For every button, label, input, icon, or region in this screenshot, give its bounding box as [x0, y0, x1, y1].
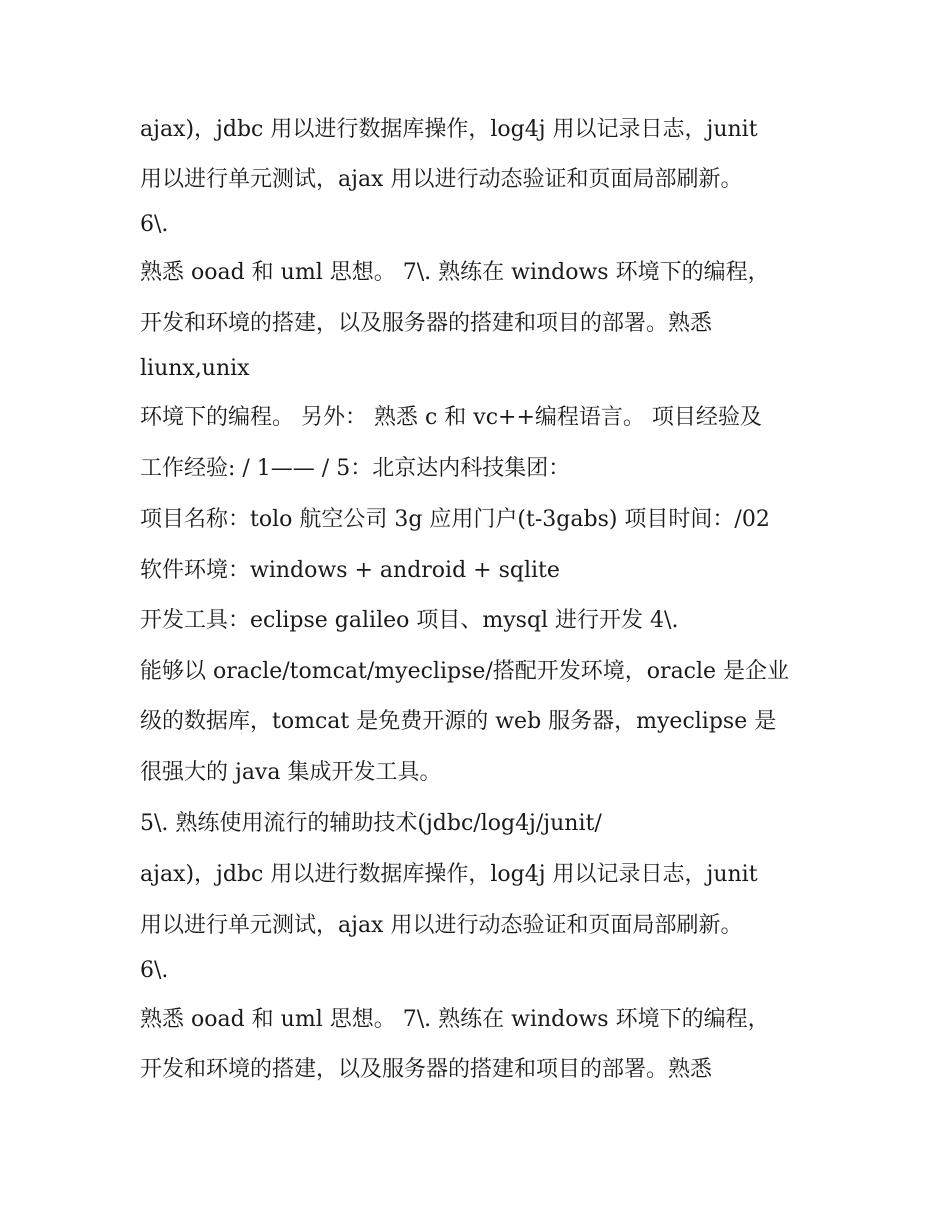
text-line: 很强大的 java 集成开发工具。 [140, 760, 442, 785]
text-line: ajax)，jdbc 用以进行数据库操作，log4j 用以记录日志，junit [140, 117, 758, 142]
text-line: 用以进行单元测试，ajax 用以进行动态验证和页面局部刷新。 [140, 167, 743, 192]
text-line: 软件环境：windows + android + sqlite [140, 558, 560, 583]
text-line: 项目名称：tolo 航空公司 3g 应用门户(t-3gabs) 项目时间：/02 [140, 507, 770, 532]
text-line: 开发工具：eclipse galileo 项目、mysql 进行开发 4\. [140, 608, 679, 633]
text-line: 6\. [140, 958, 169, 983]
text-line: ajax)，jdbc 用以进行数据库操作，log4j 用以记录日志，junit [140, 862, 758, 887]
text-line: liunx,unix [140, 356, 250, 381]
text-line: 开发和环境的搭建，以及服务器的搭建和项目的部署。熟悉 [140, 1057, 713, 1082]
text-line: 熟悉 ooad 和 uml 思想。 7\. 熟练在 windows 环境下的编程， [140, 260, 770, 285]
text-line: 6\. [140, 212, 169, 237]
text-line: 开发和环境的搭建，以及服务器的搭建和项目的部署。熟悉 [140, 311, 713, 336]
text-line: 能够以 oracle/tomcat/myeclipse/搭配开发环境，oracle 是企业 [140, 659, 790, 684]
text-line: 熟悉 ooad 和 uml 思想。 7\. 熟练在 windows 环境下的编程， [140, 1007, 770, 1032]
text-line: 用以进行单元测试，ajax 用以进行动态验证和页面局部刷新。 [140, 913, 743, 938]
text-line: 工作经验: / 1—— / 5：北京达内科技集团： [140, 456, 571, 481]
text-line: 环境下的编程。 另外： 熟悉 c 和 vc++编程语言。 项目经验及 [140, 405, 762, 430]
text-line: 级的数据库，tomcat 是免费开源的 web 服务器，myeclipse 是 [140, 709, 777, 734]
text-line: 5\. 熟练使用流行的辅助技术(jdbc/log4j/junit/ [140, 811, 602, 836]
